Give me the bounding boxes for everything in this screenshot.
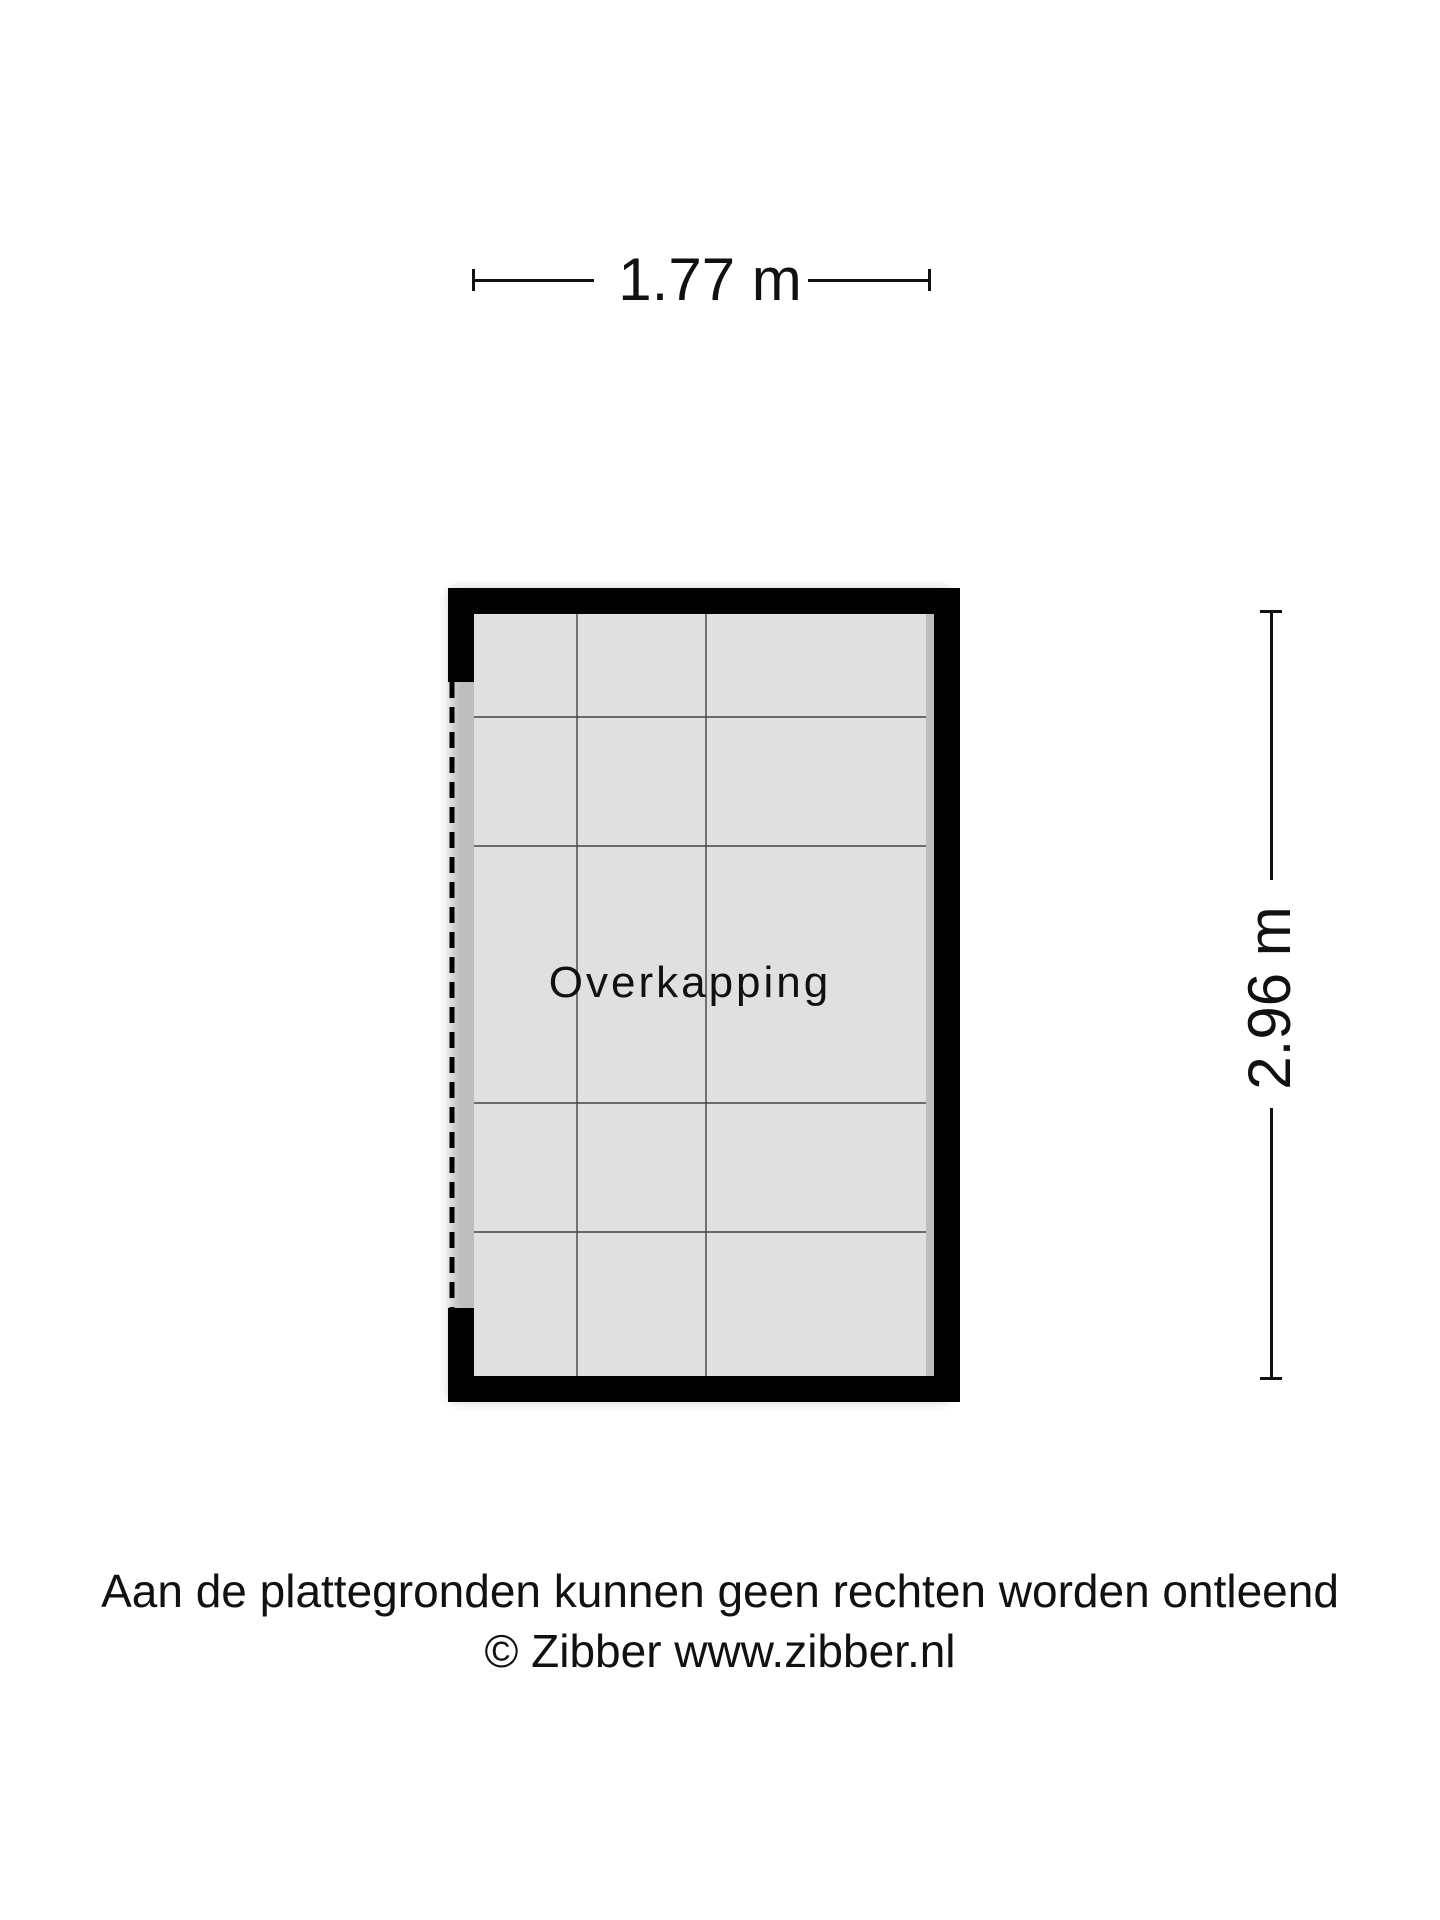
width-dimension-label: 1.77 m (618, 246, 802, 313)
height-dimension (1236, 610, 1303, 1380)
height-dimension-label: 2.96 m (1236, 906, 1303, 1090)
wall-right (934, 588, 960, 1402)
wall-bottom (448, 1376, 960, 1402)
copyright-text: © Zibber www.zibber.nl (484, 1625, 956, 1677)
width-dimension-end-tick (928, 269, 931, 291)
wall-left-lower (448, 1308, 474, 1402)
wall-top (448, 588, 960, 614)
width-dimension-line-right (808, 279, 930, 282)
disclaimer-text: Aan de plattegronden kunnen geen rechten worden ontleend (101, 1565, 1339, 1617)
height-dimension-end-tick (1260, 1377, 1282, 1380)
width-dimension-line-left (472, 279, 594, 282)
wall-left-upper (448, 588, 474, 682)
height-dimension-line-bottom (1270, 1108, 1273, 1378)
width-dimension (0, 245, 1440, 315)
room-label: Overkapping (548, 958, 832, 1007)
height-dimension-line-top (1270, 610, 1273, 880)
